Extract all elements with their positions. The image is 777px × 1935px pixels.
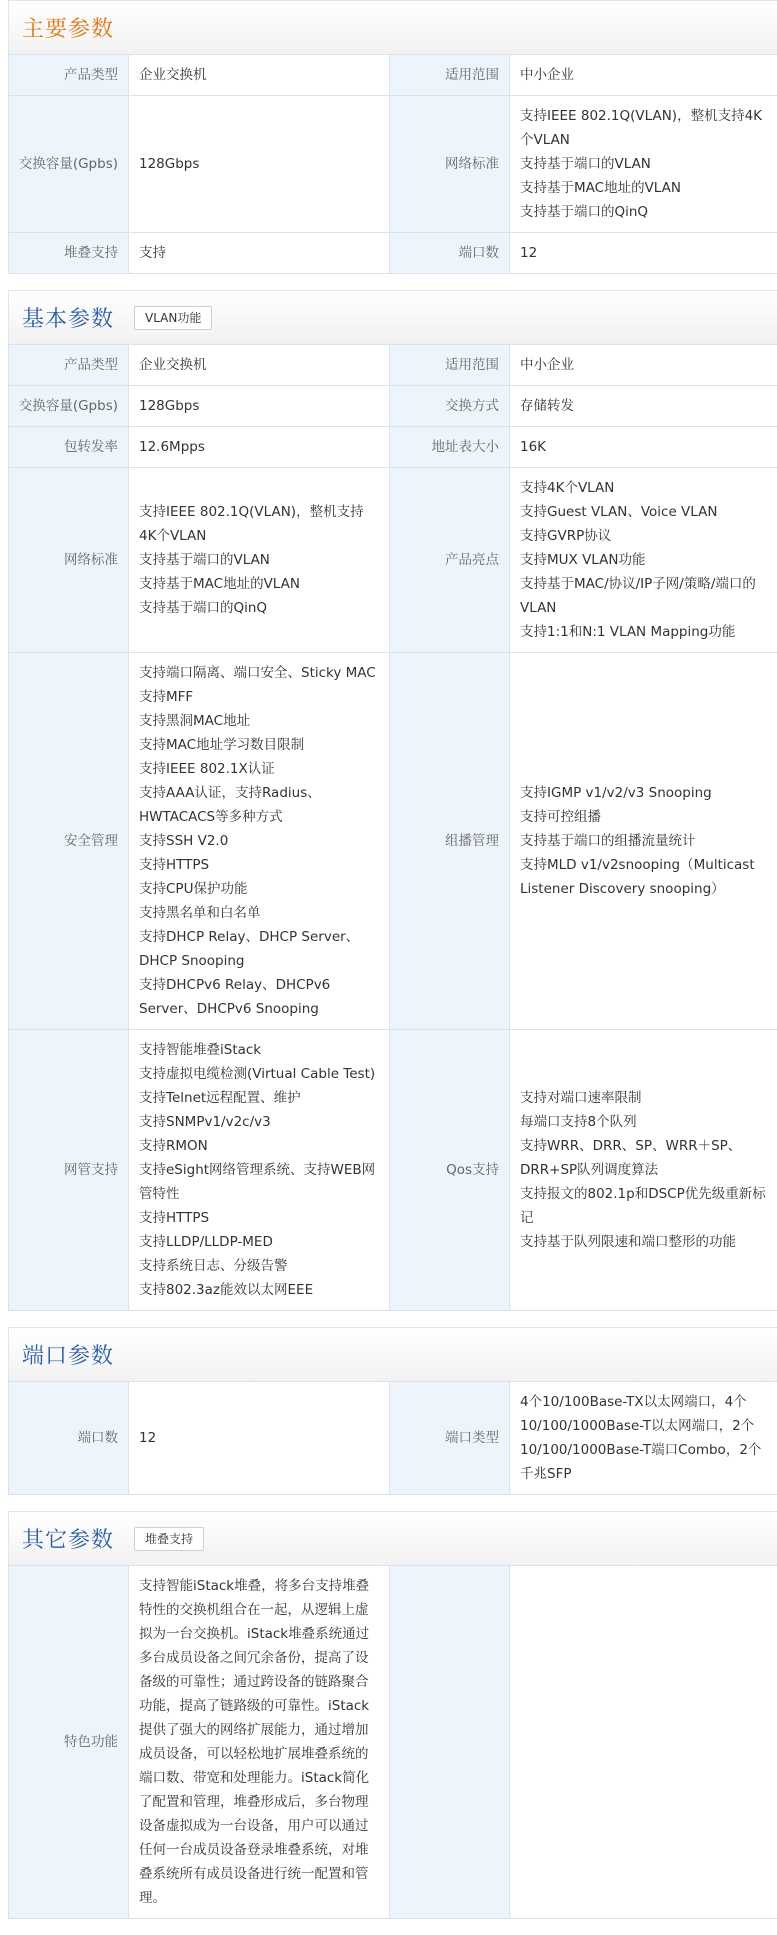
param-value-line: 支持CPU保护功能 <box>139 877 379 901</box>
section-title: 主要参数 <box>22 12 114 43</box>
param-value-line: 支持IGMP v1/v2/v3 Snooping <box>520 781 769 805</box>
param-label: 端口数 <box>390 233 510 274</box>
param-label: 包转发率 <box>9 427 129 468</box>
param-label: 产品亮点 <box>390 468 510 653</box>
param-label: 网络标准 <box>390 96 510 233</box>
param-value-line: 支持IEEE 802.1Q(VLAN)，整机支持4K个VLAN <box>139 500 379 548</box>
param-value <box>510 653 777 1030</box>
param-value <box>129 386 390 427</box>
param-label: 交换容量(Gpbs) <box>9 96 129 233</box>
section-title: 其它参数 <box>22 1523 114 1554</box>
table-row <box>9 345 777 386</box>
param-value-line: 支持MAC地址学习数目限制 <box>139 733 379 757</box>
param-value-line: 12 <box>520 241 769 265</box>
param-value-line: 支持HTTPS <box>139 853 379 877</box>
param-label: 交换容量(Gpbs) <box>9 386 129 427</box>
param-value <box>129 1382 390 1495</box>
param-value <box>510 1030 777 1311</box>
param-value <box>510 55 777 96</box>
param-value <box>129 653 390 1030</box>
param-label: 端口类型 <box>390 1382 510 1495</box>
param-value-line: 支持MFF <box>139 685 379 709</box>
param-label: 堆叠支持 <box>9 233 129 274</box>
param-value-line: 支持GVRP协议 <box>520 524 769 548</box>
param-label <box>390 1566 510 1919</box>
param-value <box>129 427 390 468</box>
param-value-line: 存储转发 <box>520 394 769 418</box>
param-value <box>129 96 390 233</box>
main-params-section <box>8 0 777 274</box>
table-row <box>9 1030 777 1311</box>
param-value <box>510 233 777 274</box>
table-row <box>9 96 777 233</box>
param-value-line: 支持基于端口的VLAN <box>139 548 379 572</box>
table-row <box>9 653 777 1030</box>
param-label: 交换方式 <box>390 386 510 427</box>
param-value <box>510 345 777 386</box>
table-row <box>9 233 777 274</box>
param-value-line: 支持Telnet远程配置、维护 <box>139 1086 379 1110</box>
param-value <box>510 386 777 427</box>
main-params-header <box>8 0 777 54</box>
param-value-line: 支持黑洞MAC地址 <box>139 709 379 733</box>
param-value-line: 支持可控组播 <box>520 805 769 829</box>
table-row <box>9 427 777 468</box>
param-value-line: 支持基于MAC地址的VLAN <box>139 572 379 596</box>
table-row <box>9 55 777 96</box>
param-value-line: 支持MLD v1/v2snooping（Multicast Listener Discovery snooping） <box>520 853 769 901</box>
param-value-line: 支持DHCP Relay、DHCP Server、DHCP Snooping <box>139 925 379 973</box>
table-row <box>9 386 777 427</box>
param-value-line: 128Gbps <box>139 394 379 418</box>
param-value-line: 支持802.3az能效以太网EEE <box>139 1278 379 1302</box>
param-value-line: 支持基于队列限速和端口整形的功能 <box>520 1230 769 1254</box>
param-value-line: 支持1:1和N:1 VLAN Mapping功能 <box>520 620 769 644</box>
basic-params-section <box>8 290 777 1311</box>
section-title: 端口参数 <box>22 1339 114 1370</box>
param-label: 产品类型 <box>9 345 129 386</box>
param-value <box>510 1566 777 1919</box>
param-value-line: 支持智能iStack堆叠，将多台支持堆叠特性的交换机组合在一起，从逻辑上虚拟为一台交换机。iStack堆叠系统通过多台成员设备之间冗余备份，提高了设备级的可靠性；通过跨设备的链路聚合功能，提高了链路级的可靠性。iStack提供了强大的网络扩展能力，通过增加成员设备，可以轻松地扩展堆叠系统的端口数、带宽和处理能力。iStack简化了配置和管理，堆叠形成后，多台物理设备虚拟成为一台设备，用户可以通过任何一台成员设备登录堆叠系统，对堆叠系统所有成员设备进行统一配置和管理。 <box>139 1574 379 1910</box>
param-value <box>129 1566 390 1919</box>
param-value-line: 企业交换机 <box>139 353 379 377</box>
param-value-line: 支持黑名单和白名单 <box>139 901 379 925</box>
param-value-line: 支持IEEE 802.1Q(VLAN)，整机支持4K个VLAN <box>520 104 769 152</box>
param-value <box>129 345 390 386</box>
param-value <box>129 1030 390 1311</box>
section-title: 基本参数 <box>22 302 114 333</box>
basic-params-header <box>8 290 777 344</box>
param-value-line: 支持HTTPS <box>139 1206 379 1230</box>
param-value-line: 支持智能堆叠iStack <box>139 1038 379 1062</box>
param-value-line: 支持基于端口的QinQ <box>520 200 769 224</box>
param-label: 产品类型 <box>9 55 129 96</box>
port-params-table <box>8 1381 777 1495</box>
param-value-line: 支持eSight网络管理系统、支持WEB网管特性 <box>139 1158 379 1206</box>
param-label: 特色功能 <box>9 1566 129 1919</box>
vlan-tag-button[interactable]: VLAN功能 <box>134 306 212 330</box>
basic-params-table <box>8 344 777 1311</box>
param-value-line: 中小企业 <box>520 63 769 87</box>
param-label: 网管支持 <box>9 1030 129 1311</box>
param-value-line: 16K <box>520 435 769 459</box>
param-label: 适用范围 <box>390 345 510 386</box>
param-value-line: 12 <box>139 1426 379 1450</box>
param-value-line: 支持对端口速率限制 <box>520 1086 769 1110</box>
param-value-line: 12.6Mpps <box>139 435 379 459</box>
param-value-line: 每端口支持8个队列 <box>520 1110 769 1134</box>
param-value <box>510 1382 777 1495</box>
param-value-line: 中小企业 <box>520 353 769 377</box>
table-row <box>9 1566 777 1919</box>
param-value <box>510 468 777 653</box>
param-value-line: 128Gbps <box>139 152 379 176</box>
param-value-line: 支持MUX VLAN功能 <box>520 548 769 572</box>
param-value-line: 支持SNMPv1/v2c/v3 <box>139 1110 379 1134</box>
param-label: Qos支持 <box>390 1030 510 1311</box>
param-value <box>129 55 390 96</box>
param-value-line: 支持系统日志、分级告警 <box>139 1254 379 1278</box>
param-value-line: 支持端口隔离、端口安全、Sticky MAC <box>139 661 379 685</box>
other-params-header <box>8 1511 777 1565</box>
port-params-header <box>8 1327 777 1381</box>
param-label: 端口数 <box>9 1382 129 1495</box>
param-value-line: 支持基于端口的QinQ <box>139 596 379 620</box>
main-params-table <box>8 54 777 274</box>
param-value-line: 4个10/100Base-TX以太网端口，4个10/100/1000Base-T以太网端口，2个10/100/1000Base-T端口Combo，2个千兆SFP <box>520 1390 769 1486</box>
param-value-line: 支持基于MAC地址的VLAN <box>520 176 769 200</box>
param-value-line: 支持虚拟电缆检测(Virtual Cable Test) <box>139 1062 379 1086</box>
param-value-line: 支持IEEE 802.1X认证 <box>139 757 379 781</box>
param-value <box>129 468 390 653</box>
param-value-line: 支持LLDP/LLDP-MED <box>139 1230 379 1254</box>
other-params-table <box>8 1565 777 1919</box>
param-value-line: 支持基于MAC/协议/IP子网/策略/端口的VLAN <box>520 572 769 620</box>
param-label: 网络标准 <box>9 468 129 653</box>
param-value <box>129 233 390 274</box>
table-row <box>9 468 777 653</box>
param-value-line: 支持RMON <box>139 1134 379 1158</box>
param-value-line: 支持报文的802.1p和DSCP优先级重新标记 <box>520 1182 769 1230</box>
param-label: 地址表大小 <box>390 427 510 468</box>
param-value-line: 支持基于端口的组播流量统计 <box>520 829 769 853</box>
param-value-line: 支持4K个VLAN <box>520 476 769 500</box>
param-label: 组播管理 <box>390 653 510 1030</box>
param-value <box>510 427 777 468</box>
param-value-line: 企业交换机 <box>139 63 379 87</box>
table-row <box>9 1382 777 1495</box>
param-value <box>510 96 777 233</box>
param-value-line: 支持Guest VLAN、Voice VLAN <box>520 500 769 524</box>
param-value-line: 支持基于端口的VLAN <box>520 152 769 176</box>
stack-tag-button[interactable]: 堆叠支持 <box>134 1527 204 1551</box>
port-params-section <box>8 1327 777 1495</box>
param-label: 适用范围 <box>390 55 510 96</box>
param-label: 安全管理 <box>9 653 129 1030</box>
param-value-line: 支持AAA认证，支持Radius、HWTACACS等多种方式 <box>139 781 379 829</box>
param-value-line: 支持WRR、DRR、SP、WRR＋SP、DRR+SP队列调度算法 <box>520 1134 769 1182</box>
param-value-line: 支持 <box>139 241 379 265</box>
param-value-line: 支持SSH V2.0 <box>139 829 379 853</box>
param-value-line: 支持DHCPv6 Relay、DHCPv6 Server、DHCPv6 Snooping <box>139 973 379 1021</box>
